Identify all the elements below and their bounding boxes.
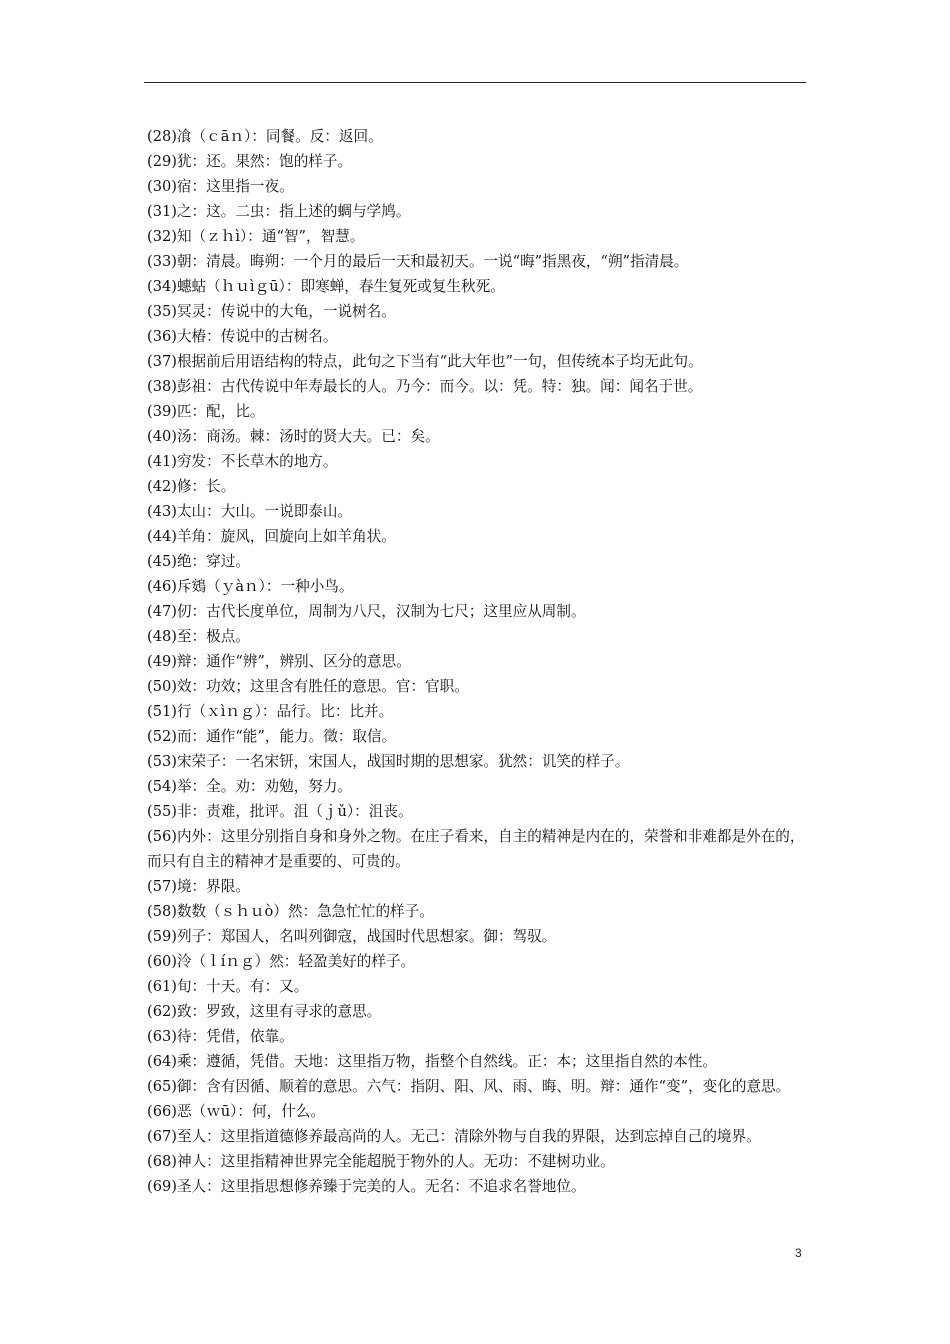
note-44: (44)羊角：旋风，回旋向上如羊角状。 bbox=[147, 528, 396, 545]
note-29: (29)犹：还。果然：饱的样子。 bbox=[147, 153, 353, 170]
note-50: (50)效：功效；这里含有胜任的意思。官：官职。 bbox=[147, 678, 469, 695]
note-36: (36)大椿：传说中的古树名。 bbox=[147, 328, 338, 345]
note-60: (60)泠（ｌíｎｇ）然：轻盈美好的样子。 bbox=[147, 953, 416, 970]
note-62: (62)致：罗致，这里有寻求的意思。 bbox=[147, 1003, 382, 1020]
note-47: (47)仞：古代长度单位，周制为八尺，汉制为七尺；这里应从周制。 bbox=[147, 603, 586, 620]
note-68: (68)神人：这里指精神世界完全能超脱于物外的人。无功：不建树功业。 bbox=[147, 1153, 615, 1170]
note-46: (46)斥鴳（ｙàｎ）：一种小鸟。 bbox=[147, 578, 354, 595]
note-33: (33)朝：清晨。晦朔：一个月的最后一天和最初天。一说“晦”指黑夜，“朔”指清晨。 bbox=[147, 253, 689, 270]
note-65: (65)御：含有因循、顺着的意思。六气：指阴、阳、风、雨、晦、明。辩：通作“变”，变化的意思。 bbox=[147, 1078, 791, 1095]
page-number: 3 bbox=[795, 1246, 802, 1260]
header-rule bbox=[144, 82, 806, 83]
note-56: (56)内外：这里分别指自身和身外之物。在庄子看来，自主的精神是内在的，荣誉和非难都是外在的，而只有自主的精神才是重要的、可贵的。 bbox=[147, 828, 805, 870]
note-40: (40)汤：商汤。棘：汤时的贤大夫。已：矣。 bbox=[147, 428, 440, 445]
note-59: (59)列子：郑国人，名叫列御寇，战国时代思想家。御：驾驭。 bbox=[147, 928, 557, 945]
note-55: (55)非：责难，批评。沮（ｊǔ）：沮丧。 bbox=[147, 803, 413, 820]
note-57: (57)境：界限。 bbox=[147, 878, 250, 895]
note-49: (49)辩：通作“辨”，辨别、区分的意思。 bbox=[147, 653, 411, 670]
note-45: (45)绝：穿过。 bbox=[147, 553, 250, 570]
note-43: (43)太山：大山。一说即泰山。 bbox=[147, 503, 353, 520]
note-31: (31)之：这。二虫：指上述的蜩与学鸠。 bbox=[147, 203, 411, 220]
note-64: (64)乘：遵循，凭借。天地：这里指万物，指整个自然线。正：本；这里指自然的本性。 bbox=[147, 1053, 717, 1070]
note-32: (32)知（ｚｈì）：通“智”，智慧。 bbox=[147, 228, 365, 245]
note-51: (51)行（ｘìｎｇ）：品行。比：比并。 bbox=[147, 703, 394, 720]
note-52: (52)而：通作“能”，能力。徵：取信。 bbox=[147, 728, 397, 745]
note-34: (34)蟪蛄（ｈｕìｇū）：即寒蝉，春生复死或复生秋死。 bbox=[147, 278, 505, 295]
note-39: (39)匹：配，比。 bbox=[147, 403, 265, 420]
note-48: (48)至：极点。 bbox=[147, 628, 250, 645]
note-35: (35)冥灵：传说中的大龟，一说树名。 bbox=[147, 303, 396, 320]
note-41: (41)穷发：不长草木的地方。 bbox=[147, 453, 338, 470]
note-30: (30)宿：这里指一夜。 bbox=[147, 178, 294, 195]
note-53: (53)宋荣子：一名宋钘，宋国人，战国时期的思想家。犹然：讥笑的样子。 bbox=[147, 753, 630, 770]
note-63: (63)待：凭借，依靠。 bbox=[147, 1028, 294, 1045]
annotation-list bbox=[147, 124, 815, 1199]
note-66: (66)恶（ｗū）：何，什么。 bbox=[147, 1103, 325, 1120]
note-28: (28)飡（ｃāｎ）：同餐。反：返回。 bbox=[147, 128, 383, 145]
note-69: (69)圣人：这里指思想修养臻于完美的人。无名：不追求名誉地位。 bbox=[147, 1178, 586, 1195]
note-37: (37)根据前后用语结构的特点，此句之下当有“此大年也”一句，但传统本子均无此句。 bbox=[147, 353, 703, 370]
note-58: (58)数数（ｓｈｕò）然：急急忙忙的样子。 bbox=[147, 903, 434, 920]
note-67: (67)至人：这里指道德修养最高尚的人。无己：清除外物与自我的界限，达到忘掉自己的境界。 bbox=[147, 1128, 761, 1145]
note-38: (38)彭祖：古代传说中年寿最长的人。乃今：而今。以：凭。特：独。闻：闻名于世。 bbox=[147, 378, 703, 395]
note-42: (42)修：长。 bbox=[147, 478, 236, 495]
note-54: (54)举：全。劝：劝勉，努力。 bbox=[147, 778, 353, 795]
note-61: (61)旬：十天。有：又。 bbox=[147, 978, 309, 995]
